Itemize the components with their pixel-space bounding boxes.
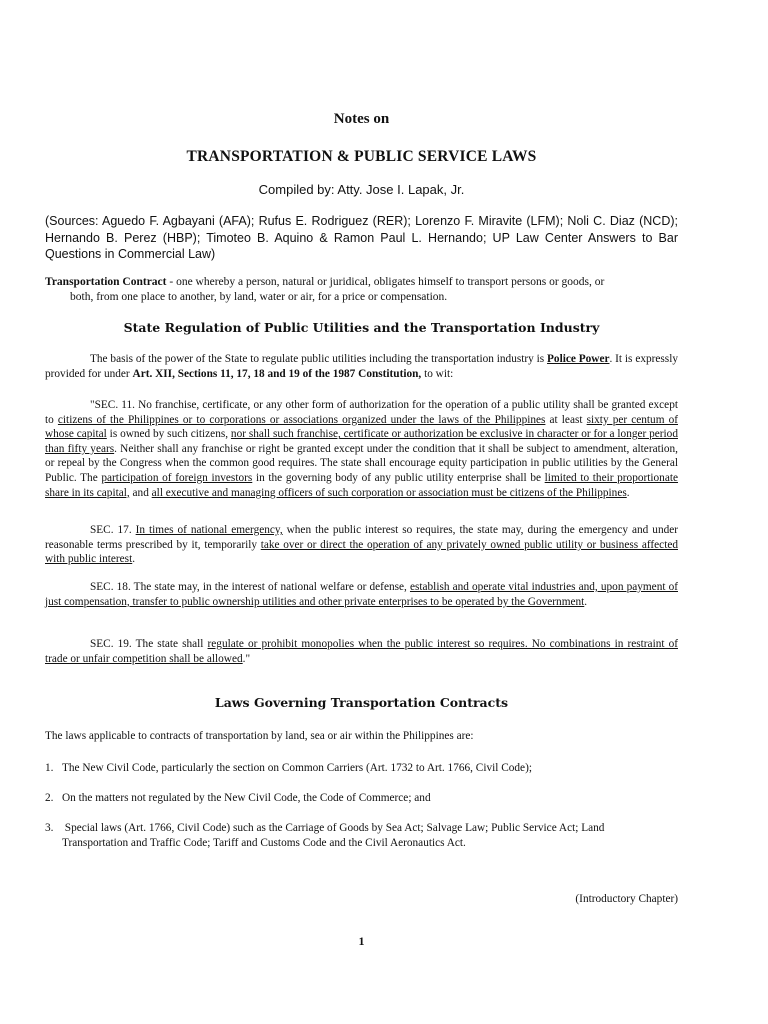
sec19-c: ." — [242, 652, 251, 665]
sec11-l: all executive and managing officers of such corporation or association must be citizens of the Philippines — [151, 486, 627, 499]
chapter-label: (Introductory Chapter) — [575, 893, 678, 905]
sec18-c: . — [584, 595, 588, 608]
sec11-h: participation of foreign investors — [101, 471, 253, 484]
compiled-by: Compiled by: Atty. Jose I. Lapak, Jr. — [258, 182, 465, 197]
transportation-contract-definition — [45, 275, 678, 290]
sec-18-paragraph — [45, 580, 678, 609]
sec17-a: SEC. 17. — [90, 524, 136, 536]
laws-intro: The laws applicable to contracts of transportation by land, sea or air within the Philippines are: — [45, 730, 474, 742]
basis-text-c: . It is expressly provided for under — [45, 353, 678, 380]
sources-list: (Sources: Aguedo F. Agbayani (AFA); Rufus E. Rodriguez (RER); Lorenzo F. Miravite (LFM); Noli C. Diaz (NCD); Hernando B. Perez (HBP); Timoteo B. Aquino & Ramon Paul L. Hernando; UP Law Center Answers to Bar Questions in Commercial Law) — [45, 214, 678, 261]
list-text: The New Civil Code, particularly the section on Common Carriers (Art. 1732 to Art. 1766, Civil Code); — [61, 762, 532, 774]
sec11-j: limited to their proportionate share in its capital, — [45, 471, 679, 499]
sec11-k: and — [129, 486, 152, 499]
list-item — [45, 761, 678, 776]
sec11-f: nor shall such franchise, certificate or authorization be exclusive in character or for a longer period than fifty years — [45, 428, 678, 455]
sec11-g: . Neither shall any franchise or right be granted except under the condition that it shall be subject to amendment, alteration, or repeal by the Congress when the common good requires. The state shall encourage equity participation in public utilities by the General Public. The — [45, 442, 678, 484]
list-number: 2. — [45, 792, 54, 804]
sec11-c: at least — [545, 413, 587, 426]
sec11-a: "SEC. 11. No franchise, certificate, or any other form of authorization for the operation of a public utility shall be granted except to — [45, 399, 678, 426]
definition-text-continued: both, from one place to another, by land, water or air, for a price or compensation. — [70, 291, 448, 303]
sec19-a: SEC. 19. The state shall — [90, 638, 208, 650]
sec19-b: regulate or prohibit monopolies when the public interest so requires. No combinations in restraint of trade or unfair competition shall be allowed — [45, 638, 678, 665]
sec-19-paragraph — [45, 637, 678, 666]
constitution-reference: Art. XII, Sections 11, 17, 18 and 19 of the 1987 Constitution, — [132, 367, 422, 380]
list-item — [45, 821, 678, 850]
notes-on-label: Notes on — [333, 111, 390, 127]
list-text: Special laws (Art. 1766, Civil Code) such as the Carriage of Goods by Sea Act; Salvage Law; Public Service Act; Land — [64, 822, 605, 834]
basis-paragraph — [45, 352, 678, 381]
definition-text: - one whereby a person, natural or juridical, obligates himself to transport persons or goods, or — [166, 276, 605, 288]
list-text: On the matters not regulated by the New Civil Code, the Code of Commerce; and — [61, 792, 431, 804]
sec18-b: establish and operate vital industries and, upon payment of just compensation, transfer to public ownership utilities and other private enterprises to be operated by the Government — [45, 581, 678, 608]
list-number: 3. — [45, 822, 54, 834]
sec17-c: when the public interest so requires, the state may, during the emergency and under reasonable terms prescribed by it, temporarily — [45, 524, 679, 551]
sec-11-paragraph — [45, 398, 678, 500]
sec11-b: citizens of the Philippines or to corporations or associations organized under the laws of the Philippines — [57, 413, 546, 426]
list-number: 1. — [45, 762, 54, 774]
sec11-e: is owned by such citizens, — [106, 428, 231, 441]
section-heading-state-regulation: State Regulation of Public Utilities and the Transportation Industry — [123, 320, 600, 335]
police-power-term: Police Power — [547, 353, 610, 365]
sec17-b: In times of national emergency, — [135, 524, 283, 536]
section-heading-laws-governing: Laws Governing Transportation Contracts — [214, 695, 509, 710]
sec11-i: in the governing body of any public utility enterprise shall be — [252, 471, 545, 484]
list-text-continued: Transportation and Traffic Code; Tariff and Customs Code and the Civil Aeronautics Act. — [62, 836, 466, 849]
list-item — [45, 791, 678, 806]
sec11-m: . — [626, 486, 630, 499]
sec-17-paragraph — [45, 523, 678, 567]
sec17-d: take over or direct the operation of any privately owned public utility or business affected with public interest — [45, 538, 678, 566]
page-number: 1 — [358, 934, 365, 948]
sec11-d: sixty per centum of whose capital — [45, 413, 679, 441]
definition-term: Transportation Contract — [45, 276, 167, 288]
basis-text-a: The basis of the power of the State to regulate public utilities including the transportation industry is — [90, 353, 548, 365]
document-title: TRANSPORTATION & PUBLIC SERVICE LAWS — [186, 148, 537, 165]
basis-text-e: to wit: — [421, 367, 454, 380]
sec18-a: SEC. 18. The state may, in the interest of national welfare or defense, — [90, 581, 410, 593]
sec17-e: . — [132, 553, 136, 566]
